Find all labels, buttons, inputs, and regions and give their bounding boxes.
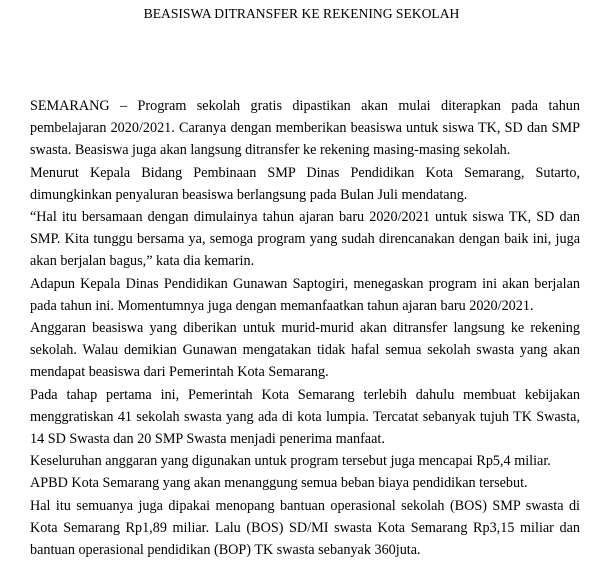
paragraph-first-phase: Pada tahap pertama ini, Pemerintah Kota Semarang terlebih dahulu membuat kebijakan menggratiskan 41 sekolah swasta yang ada di kota lumpia. Tercatat sebanyak tujuh TK Swasta, 14 SD Swasta dan 20 SMP Swasta menjadi penerima manfaat. <box>30 386 580 448</box>
paragraph-apbd: APBD Kota Semarang yang akan menanggung semua beban biaya pendidikan tersebut. <box>30 475 528 492</box>
paragraph-intro: SEMARANG – Program sekolah gratis dipastikan akan mulai diterapkan pada tahun pembelajaran 2020/2021. Caranya dengan memberikan beasiswa untuk siswa TK, SD dan SMP swasta. Beasiswa juga akan langsung ditransfer ke rekening masing-masing sekolah. <box>30 98 580 159</box>
paragraph-budget-transfer: Anggaran beasiswa yang diberikan untuk murid-murid akan ditransfer langsung ke rekening sekolah. Walau demikian Gunawan mengatakan tidak hafal semua sekolah swasta yang akan mendapat beasiswa dari Pemerintah Kota Semarang. <box>30 320 580 381</box>
paragraph-bos-bop: Hal itu semuanya juga dipakai menopang bantuan operasional sekolah (BOS) SMP swasta di Kota Semarang Rp1,89 miliar. Lalu (BOS) SD/MI swasta Kota Semarang Rp3,15 miliar dan bantuan operasional pendidikan (BOP) TK swasta sebanyak 360juta. <box>30 497 580 559</box>
paragraph-sutarto: Menurut Kepala Bidang Pembinaan SMP Dinas Pendidikan Kota Semarang, Sutarto, dimungkinkan penyaluran beasiswa berlangsung pada Bulan Juli mendatang. <box>30 164 580 203</box>
paragraph-quote: “Hal itu bersamaan dengan dimulainya tahun ajaran baru 2020/2021 untuk siswa TK, SD dan SMP. Kita tunggu bersama ya, semoga program yang sudah direncanakan dengan baik ini, juga akan berjalan bagus,” kata dia kemarin. <box>30 209 580 270</box>
paragraph-total-budget: Keseluruhan anggaran yang digunakan untuk program tersebut juga mencapai Rp5,4 miliar. <box>30 453 551 470</box>
document-body <box>30 95 580 561</box>
paragraph-gunawan: Adapun Kepala Dinas Pendidikan Gunawan Saptogiri, menegaskan program ini akan berjalan pada tahun ini. Momentumnya juga dengan memanfaatkan tahun ajaran baru 2020/2021. <box>30 275 580 314</box>
document-title: BEASISWA DITRANSFER KE REKENING SEKOLAH <box>143 6 460 21</box>
